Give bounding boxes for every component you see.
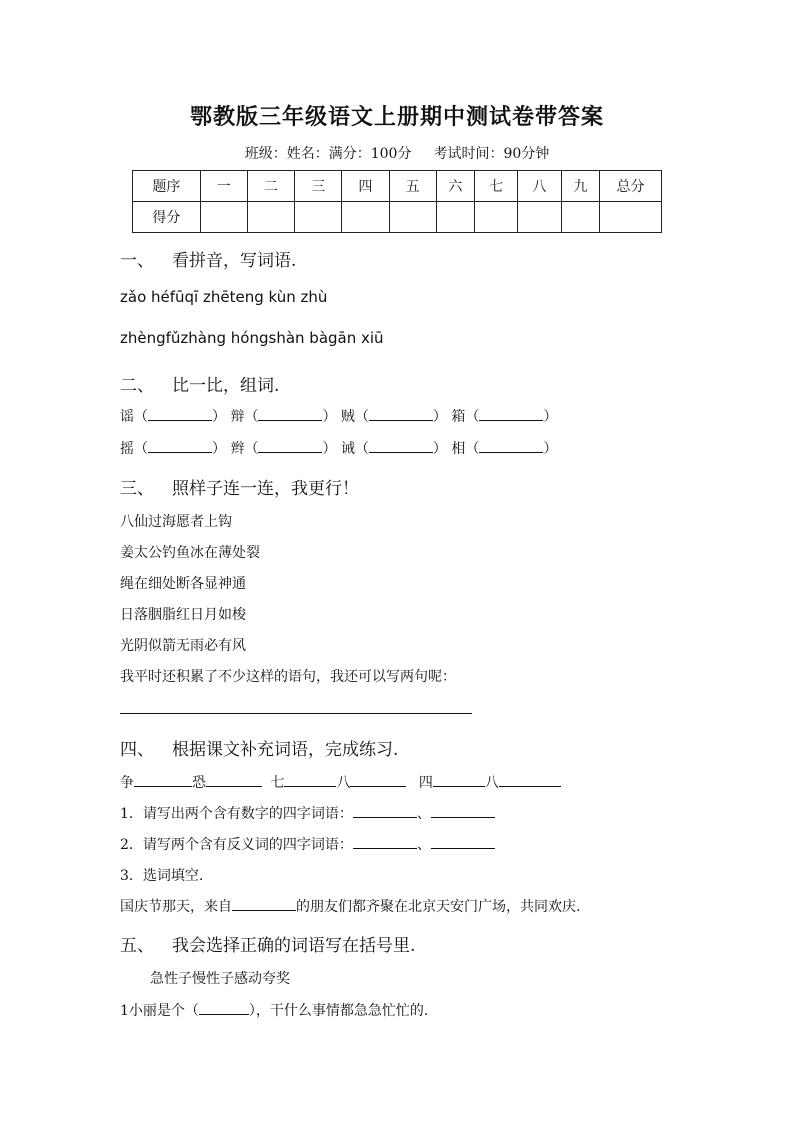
idiom-char: 七 xyxy=(270,775,285,791)
compare-char: 摇 xyxy=(120,441,134,457)
sentence-part: 国庆节那天，来自 xyxy=(120,899,232,915)
score-header-cell: 九 xyxy=(561,171,599,202)
idiom-blank[interactable] xyxy=(433,772,485,787)
connect-line: 绳在细处断各显神通 xyxy=(120,576,246,592)
score-row-label: 得分 xyxy=(133,202,201,233)
score-cell[interactable] xyxy=(200,202,247,233)
question-row xyxy=(120,1000,428,1020)
answer-blank[interactable] xyxy=(232,896,296,911)
score-cell[interactable] xyxy=(600,202,662,233)
compare-char: 箱 xyxy=(451,409,466,425)
word-blank[interactable] xyxy=(258,406,322,421)
score-header-cell: 七 xyxy=(475,171,518,202)
section-5-heading xyxy=(120,931,415,956)
compare-char: 辫 xyxy=(230,441,245,457)
sentence-part: 的朋友们都齐聚在北京天安门广场，共同欢庆. xyxy=(296,899,581,915)
score-header-cell: 六 xyxy=(436,171,474,202)
section-number: 五、 xyxy=(120,936,154,956)
score-cell[interactable] xyxy=(436,202,474,233)
score-table-score-row xyxy=(133,202,662,233)
pinyin-line: zhèngfǔzhàng hóngshàn bàgān xiū xyxy=(120,329,384,347)
word-blank[interactable] xyxy=(148,438,212,453)
compare-char: 辩 xyxy=(230,409,245,425)
connect-line: 光阴似箭无雨必有风 xyxy=(120,638,246,654)
score-header-cell: 三 xyxy=(295,171,342,202)
answer-blank[interactable] xyxy=(353,803,417,818)
word-blank[interactable] xyxy=(148,406,212,421)
question-row xyxy=(120,803,495,823)
score-header-cell: 五 xyxy=(389,171,436,202)
idiom-char: 争 xyxy=(120,775,134,791)
idiom-blank[interactable] xyxy=(350,772,406,787)
sentence-part: 1小丽是个（ xyxy=(120,1003,199,1019)
idiom-fill-row xyxy=(120,772,561,792)
section-title: 看拼音，写词语. xyxy=(172,251,297,271)
sentence-part: ），干什么事情都急急忙忙的. xyxy=(248,1003,429,1019)
question-text: 3．选词填空. xyxy=(120,868,204,884)
score-cell[interactable] xyxy=(247,202,294,233)
section-1-heading xyxy=(120,246,296,271)
score-header-cell: 总分 xyxy=(600,171,662,202)
separator: 、 xyxy=(416,837,431,853)
answer-blank[interactable] xyxy=(199,1000,249,1015)
section-title: 照样子连一连，我更行！ xyxy=(172,479,359,499)
section-number: 一、 xyxy=(120,251,154,271)
compare-char: 谣 xyxy=(120,409,134,425)
score-cell[interactable] xyxy=(295,202,342,233)
score-table xyxy=(132,170,662,233)
word-blank[interactable] xyxy=(479,406,543,421)
answer-line[interactable] xyxy=(120,713,472,714)
section-title: 我会选择正确的词语写在括号里. xyxy=(172,936,416,956)
score-cell[interactable] xyxy=(389,202,436,233)
section-number: 三、 xyxy=(120,479,154,499)
page-title: 鄂教版三年级语文上册期中测试卷带答案 xyxy=(189,104,604,130)
idiom-char: 八 xyxy=(484,775,499,791)
question-row xyxy=(120,834,495,854)
connect-line: 姜太公钓鱼冰在薄处裂 xyxy=(120,545,260,561)
question-text: 2．请写两个含有反义词的四字词语： xyxy=(120,837,353,853)
idiom-char: 八 xyxy=(336,775,351,791)
word-blank[interactable] xyxy=(479,438,543,453)
score-table-header-row xyxy=(133,171,662,202)
score-cell[interactable] xyxy=(475,202,518,233)
answer-blank[interactable] xyxy=(353,834,417,849)
connect-prompt: 我平时还积累了不少这样的语句，我还可以写两句呢： xyxy=(120,669,456,685)
compare-row: 谣（ ） 辩（ ） 贼（ ） 箱（ ） xyxy=(120,406,557,426)
section-title: 根据课文补充词语，完成练习. xyxy=(172,740,399,760)
section-3-heading xyxy=(120,474,359,499)
answer-blank[interactable] xyxy=(431,803,495,818)
question-text: 1．请写出两个含有数字的四字词语： xyxy=(120,806,353,822)
word-blank[interactable] xyxy=(258,438,322,453)
connect-line: 日落胭脂红日月如梭 xyxy=(120,607,246,623)
connect-line: 八仙过海愿者上钩 xyxy=(120,514,232,530)
idiom-blank[interactable] xyxy=(284,772,336,787)
idiom-blank[interactable] xyxy=(499,772,561,787)
score-cell[interactable] xyxy=(561,202,599,233)
compare-char: 诫 xyxy=(340,441,355,457)
score-cell[interactable] xyxy=(518,202,561,233)
compare-char: 贼 xyxy=(340,409,355,425)
section-4-heading xyxy=(120,735,398,760)
score-header-cell: 一 xyxy=(200,171,247,202)
score-header-cell: 四 xyxy=(342,171,389,202)
score-cell[interactable] xyxy=(342,202,389,233)
word-blank[interactable] xyxy=(369,406,433,421)
score-header-cell: 二 xyxy=(247,171,294,202)
idiom-blank[interactable] xyxy=(134,772,192,787)
compare-char: 相 xyxy=(451,441,466,457)
class-name-score: 班级：姓名：满分：100分 xyxy=(244,146,412,162)
word-blank[interactable] xyxy=(369,438,433,453)
fill-sentence xyxy=(120,896,580,916)
section-number: 二、 xyxy=(120,376,154,396)
idiom-char: 恐 xyxy=(192,775,206,791)
pinyin-line: zǎo héfūqī zhēteng kùn zhù xyxy=(120,288,328,306)
section-number: 四、 xyxy=(120,740,154,760)
section-title: 比一比，组词. xyxy=(172,376,280,396)
score-header-cell: 八 xyxy=(518,171,561,202)
answer-blank[interactable] xyxy=(431,834,495,849)
word-bank: 急性子慢性子感动夸奖 xyxy=(150,971,290,987)
score-header-cell: 题序 xyxy=(133,171,201,202)
separator: 、 xyxy=(416,806,431,822)
compare-row: 摇（ ） 辫（ ） 诫（ ） 相（ ） xyxy=(120,438,557,458)
idiom-blank[interactable] xyxy=(206,772,262,787)
section-2-heading xyxy=(120,371,279,396)
exam-meta xyxy=(0,143,794,163)
exam-time: 考试时间：90分钟 xyxy=(433,146,550,162)
idiom-char: 四 xyxy=(418,775,433,791)
